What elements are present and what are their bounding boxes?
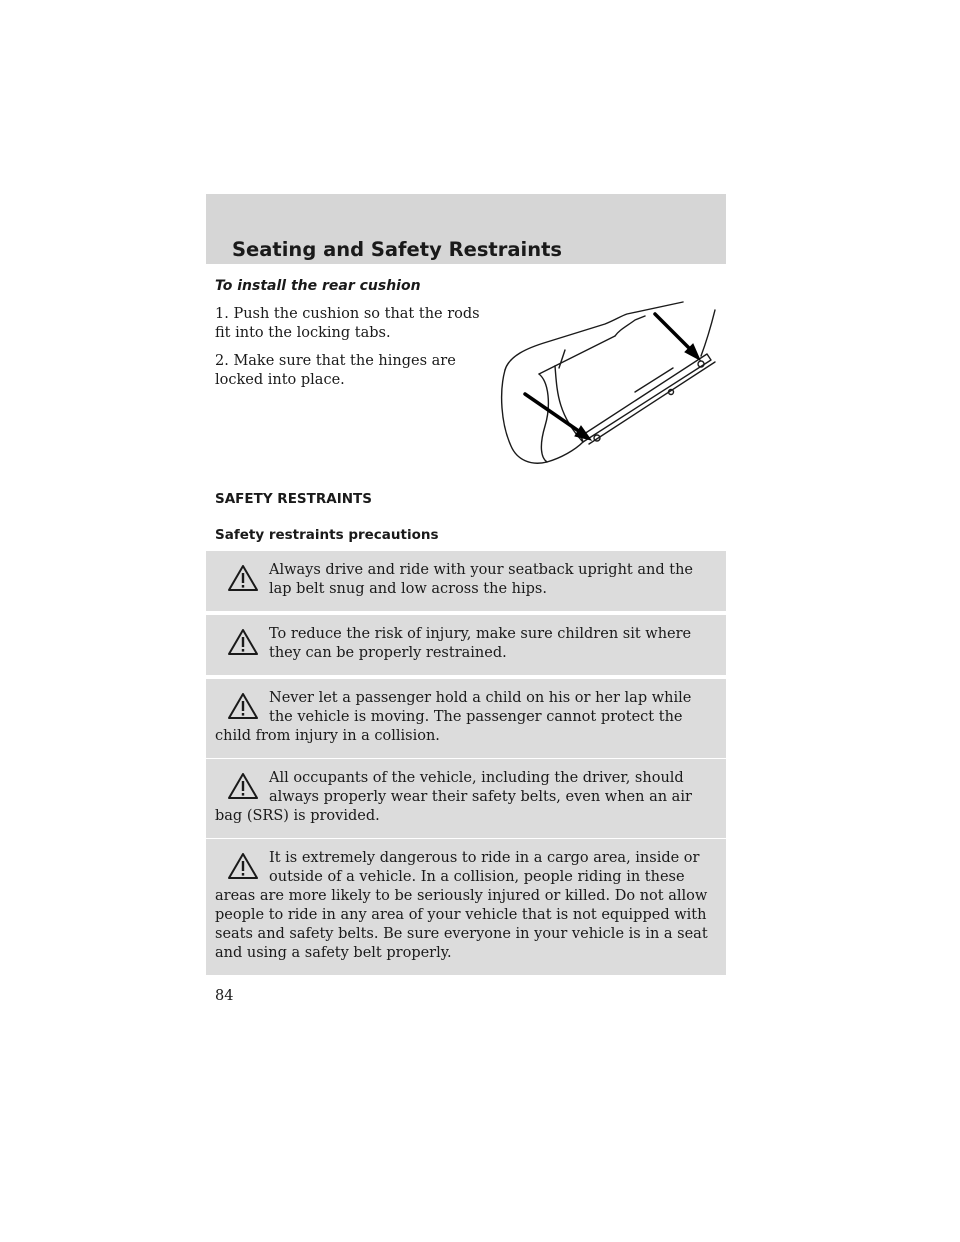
warning-triangle-icon — [227, 628, 259, 656]
rear-cushion-illustration — [495, 296, 725, 472]
warning-box — [206, 679, 726, 758]
warning-text: Never let a passenger hold a child on his or her lap while the vehicle is moving. The passenger cannot protect the child from injury in a collision. — [215, 690, 692, 744]
section-subheading: Safety restraints precautions — [215, 527, 439, 543]
install-step-2: 2. Make sure that the hinges are locked into place. — [215, 353, 456, 388]
warning-box — [206, 615, 726, 675]
warning-box — [206, 551, 726, 611]
warning-triangle-icon — [227, 772, 259, 800]
section-heading: SAFETY RESTRAINTS — [215, 491, 372, 507]
warning-triangle-icon — [227, 692, 259, 720]
install-heading: To install the rear cushion — [215, 278, 421, 294]
warning-text: To reduce the risk of injury, make sure children sit where they can be properly restrained. — [269, 626, 692, 661]
page-number: 84 — [215, 988, 234, 1004]
warning-text: It is extremely dangerous to ride in a cargo area, inside or outside of a vehicle. In a collision, people riding in these areas are more likely to be seriously injured or killed. Do not allow people to ride in any area of your vehicle that is not equipped with seats and safety belts. Be sure everyone in your vehicle is in a seat and using a safety belt properly. — [215, 850, 708, 961]
warning-triangle-icon — [227, 564, 259, 592]
warning-box — [206, 839, 726, 975]
page-title: Seating and Safety Restraints — [232, 238, 563, 261]
warning-text: Always drive and ride with your seatback upright and the lap belt snug and low across the hips. — [269, 562, 693, 597]
install-step-1: 1. Push the cushion so that the rods fit into the locking tabs. — [215, 306, 480, 341]
warning-text: All occupants of the vehicle, including the driver, should always properly wear their safety belts, even when an air bag (SRS) is provided. — [215, 770, 692, 824]
warning-box — [206, 759, 726, 838]
warning-triangle-icon — [227, 852, 259, 880]
